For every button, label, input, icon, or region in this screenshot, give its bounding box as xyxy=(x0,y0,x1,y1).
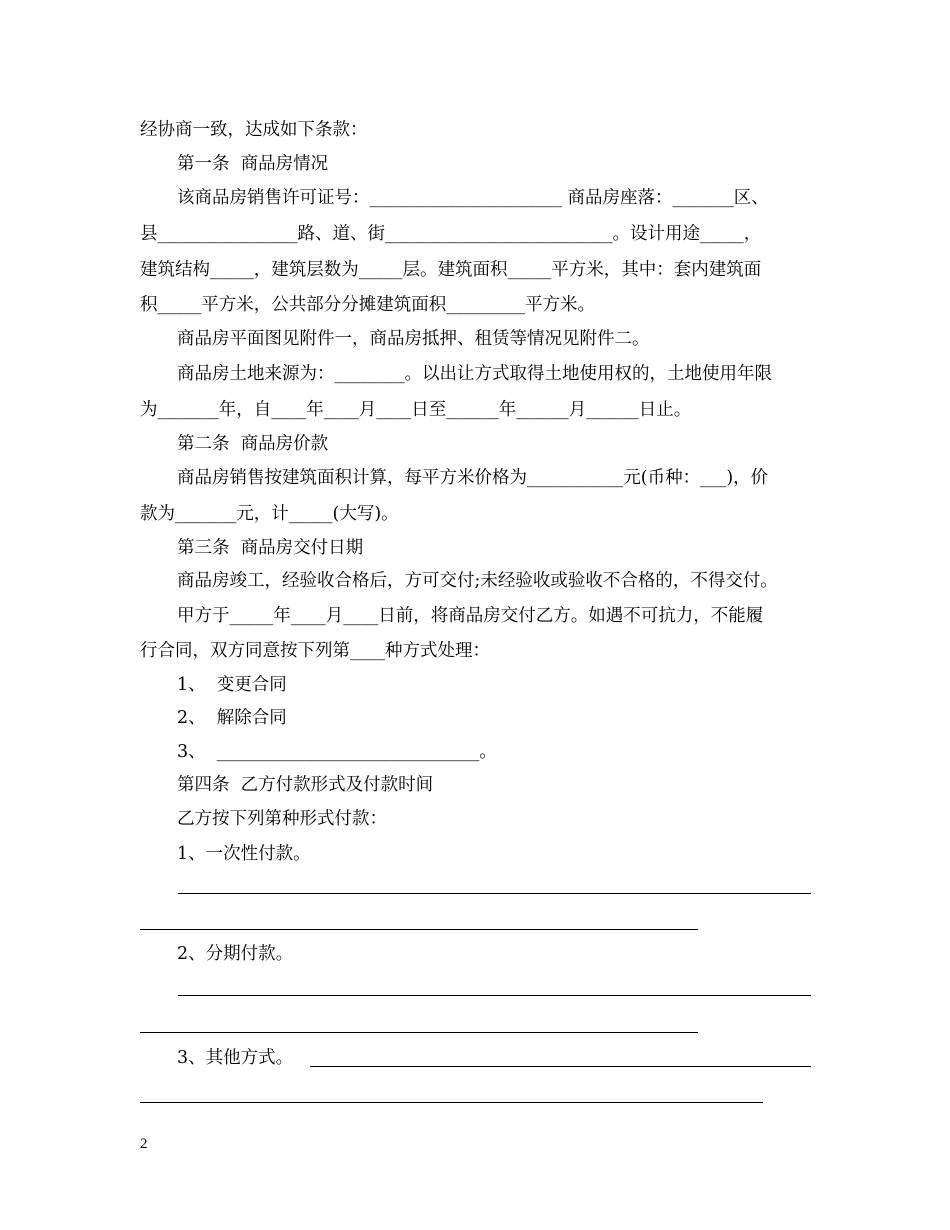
blank-line xyxy=(178,893,811,894)
payment-option-1: 1、一次性付款。 xyxy=(177,844,311,864)
article-1-line-6: 商品房土地来源为：________。以出让方式取得土地使用权的，土地使用年限 xyxy=(177,364,772,384)
blank-line xyxy=(140,1102,763,1103)
option-3: 3、 ______________________________。 xyxy=(177,742,497,762)
article-3-line-3: 行合同，双方同意按下列第____种方式处理： xyxy=(140,641,490,661)
payment-option-2: 2、分期付款。 xyxy=(177,944,294,964)
payment-option-3: 3、其他方式。 xyxy=(177,1048,294,1068)
article-1-line-1: 该商品房销售许可证号：______________________ 商品房座落：_______区、 xyxy=(177,188,769,208)
blank-line xyxy=(310,1066,811,1067)
intro-text: 经协商一致，达成如下条款： xyxy=(140,120,368,140)
article-1-line-2: 县________________路、道、街__________________________。设计用途_____， xyxy=(140,224,762,244)
article-3-line-1: 商品房竣工，经验收合格后，方可交付;未经验收或验收不合格的，不得交付。 xyxy=(177,571,778,591)
page-number: 2 xyxy=(140,1136,148,1152)
article-3-title: 第三条 商品房交付日期 xyxy=(177,538,364,558)
blank-line xyxy=(140,1032,698,1033)
article-2-title: 第二条 商品房价款 xyxy=(177,434,329,454)
article-3-line-2: 甲方于_____年____月____日前，将商品房交付乙方。如遇不可抗力，不能履 xyxy=(177,606,764,626)
blank-line xyxy=(140,929,698,930)
article-1-line-4: 积_____平方米，公共部分分摊建筑面积_________平方米。 xyxy=(140,295,595,315)
article-4-title: 第四条 乙方付款形式及付款时间 xyxy=(177,775,434,795)
article-1-title: 第一条 商品房情况 xyxy=(177,154,329,174)
article-2-line-2: 款为_______元，计_____(大写)。 xyxy=(140,504,399,524)
article-1-line-7: 为_______年，自____年____月____日至______年______月______日止。 xyxy=(140,400,692,420)
article-4-line-1: 乙方按下列第种形式付款： xyxy=(177,809,387,829)
blank-line xyxy=(178,995,811,996)
option-1: 1、 变更合同 xyxy=(177,675,287,695)
article-2-line-1: 商品房销售按建筑面积计算，每平方米价格为___________元(币种：___)，价 xyxy=(177,468,769,488)
article-1-line-5: 商品房平面图见附件一，商品房抵押、租赁等情况见附件二。 xyxy=(177,329,650,349)
article-1-line-3: 建筑结构_____，建筑层数为_____层。建筑面积_____平方米，其中：套内建筑面 xyxy=(140,260,762,280)
option-2: 2、 解除合同 xyxy=(177,708,287,728)
